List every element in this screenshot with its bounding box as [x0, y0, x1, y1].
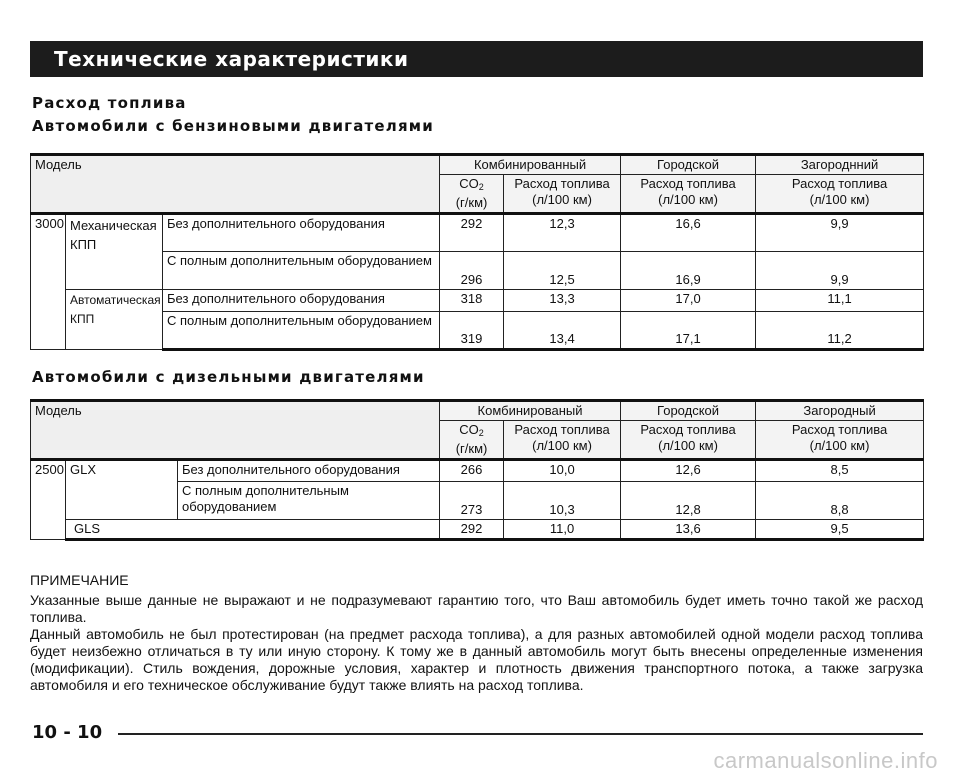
co2-cell: 319 [440, 312, 504, 350]
hwy-cell: 8,5 [756, 460, 924, 482]
city-cell: 17,0 [621, 290, 756, 312]
comb-cell: 13,3 [504, 290, 621, 312]
co2-header: CO2 (г/км) [440, 175, 504, 214]
hwy-cell: 8,8 [756, 482, 924, 520]
fuel-header-comb: Расход топлива (л/100 км) [504, 175, 621, 214]
equip-cell: Без дополнительного оборудования [163, 290, 440, 312]
section-title-diesel: Автомобили с дизельными двигателями [32, 368, 425, 386]
city-cell: 16,6 [621, 214, 756, 252]
city-cell: 13,6 [621, 520, 756, 540]
co2-cell: 266 [440, 460, 504, 482]
hwy-cell: 9,9 [756, 252, 924, 290]
city-header: Городской [621, 155, 756, 175]
city-cell: 12,8 [621, 482, 756, 520]
combined-header: Комбинированый [440, 401, 621, 421]
hwy-cell: 9,5 [756, 520, 924, 540]
equip-cell: Без дополнительного оборудования [163, 214, 440, 252]
gls-cell: GLS [66, 520, 440, 540]
fuel-header-city: Расход топлива (л/100 км) [621, 421, 756, 460]
comb-cell: 10,3 [504, 482, 621, 520]
city-cell: 16,9 [621, 252, 756, 290]
model-header: Модель [31, 155, 440, 214]
combined-header: Комбинированный [440, 155, 621, 175]
diesel-table [30, 399, 924, 541]
hwy-cell: 9,9 [756, 214, 924, 252]
hwy-cell: 11,1 [756, 290, 924, 312]
watermark: carmanualsonline.info [713, 748, 938, 773]
page-number: 10 - 10 [32, 722, 103, 743]
co2-cell: 296 [440, 252, 504, 290]
section-title-fuel: Расход топлива [32, 94, 187, 112]
city-header: Городской [621, 401, 756, 421]
equip-cell: Без дополнительного оборудования [178, 460, 440, 482]
trans-cell: Механическая КПП [66, 214, 163, 290]
city-cell: 12,6 [621, 460, 756, 482]
fuel-header-comb: Расход топлива (л/100 км) [504, 421, 621, 460]
co2-cell: 292 [440, 520, 504, 540]
city-cell: 17,1 [621, 312, 756, 350]
equip-cell: С полным дополнительным оборудованием [163, 312, 440, 350]
co2-header: CO2 (г/км) [440, 421, 504, 460]
comb-cell: 10,0 [504, 460, 621, 482]
co2-cell: 292 [440, 214, 504, 252]
fuel-header-hwy: Расход топлива (л/100 км) [756, 421, 924, 460]
equip-cell: С полным дополнительным оборудованием [163, 252, 440, 290]
trim-cell: GLX [66, 460, 178, 520]
fuel-header-hwy: Расход топлива (л/100 км) [756, 175, 924, 214]
comb-cell: 13,4 [504, 312, 621, 350]
highway-header: Загороднний [756, 155, 924, 175]
engine-cell: 3000 [31, 214, 66, 350]
petrol-table [30, 153, 924, 351]
note-paragraph-2: Данный автомобиль не был протестирован (на предмет расхода топлива), а для разных автомобилей одной модели расход топлива будет неизбежно отличаться в ту или иную сторону. К тому же в данный автомобиль могут быть внесены определенные изменения (модификации). Стиль вождения, дорожные условия, характер и плотность движения транспортного потока, а также загрузка автомобиля и его техническое обслуживание будут также влиять на расход топлива. [30, 626, 923, 693]
highway-header: Загородный [756, 401, 924, 421]
comb-cell: 12,3 [504, 214, 621, 252]
hwy-cell: 11,2 [756, 312, 924, 350]
comb-cell: 12,5 [504, 252, 621, 290]
footer-rule [118, 733, 923, 735]
note-title: ПРИМЕЧАНИЕ [30, 572, 129, 588]
co2-cell: 273 [440, 482, 504, 520]
trans-cell: Автоматическая КПП [66, 290, 163, 350]
section-subtitle-petrol: Автомобили с бензиновыми двигателями [32, 117, 434, 135]
equip-cell: С полным дополнительным оборудованием [178, 482, 440, 520]
note-paragraph-1: Указанные выше данные не выражают и не подразумевают гарантию того, что Ваш автомобиль будет иметь точно такой же расход топлива. [30, 592, 923, 625]
co2-cell: 318 [440, 290, 504, 312]
fuel-header-city: Расход топлива (л/100 км) [621, 175, 756, 214]
engine-cell: 2500 [31, 460, 66, 540]
comb-cell: 11,0 [504, 520, 621, 540]
page-banner: Технические характеристики [30, 41, 923, 77]
model-header: Модель [31, 401, 440, 460]
